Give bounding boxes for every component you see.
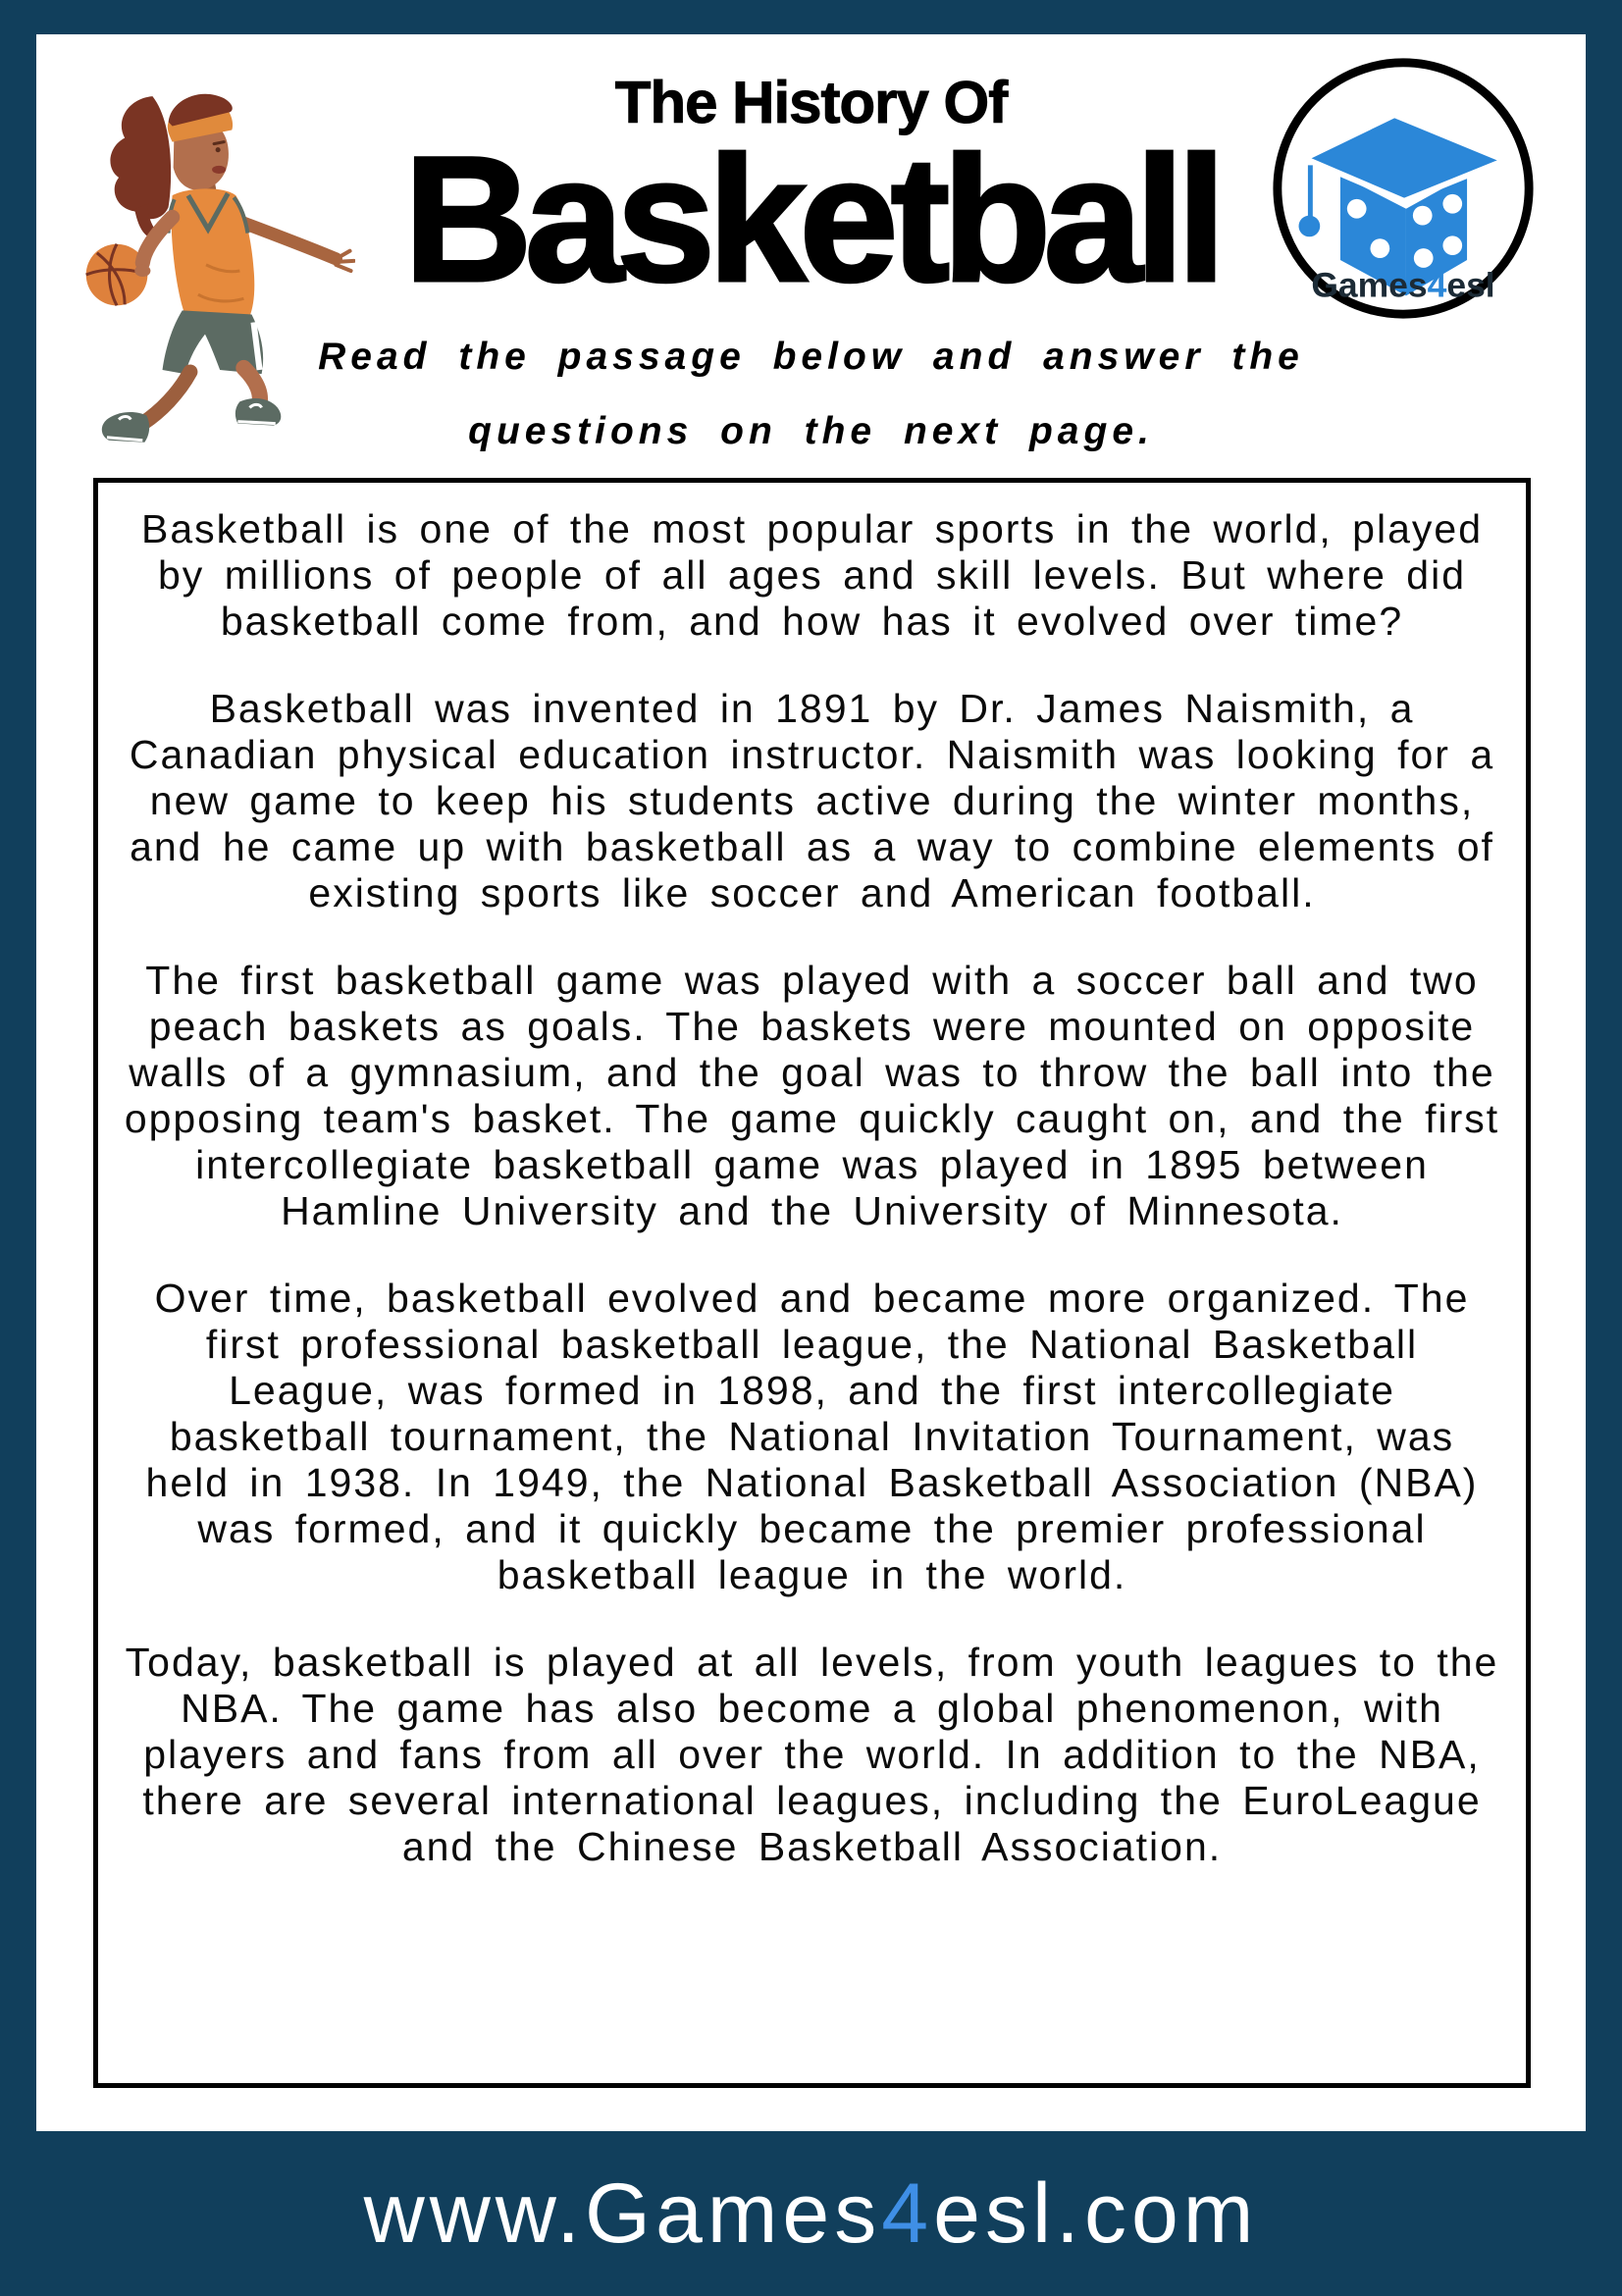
footer-band [0, 2131, 1622, 2296]
passage-paragraph-1: Basketball is one of the most popular sports in the world, played by millions of people of all ages and skill levels. But where did basketball come from, and how has it evolved over time? [140, 506, 1484, 644]
games4esl-logo [1268, 53, 1539, 326]
url-number: 4 [881, 2166, 934, 2261]
passage-paragraph-5: Today, basketball is played at all levels, from youth leagues to the NBA. The game has also become a global phenomenon, with players and fans from all over the world. In addition to the NBA, there are several international leagues, including the EuroLeague and the Chinese Basketball Association. [125, 1640, 1499, 1869]
tassel-end [1299, 216, 1321, 237]
logo-text-games: Games [1311, 265, 1428, 305]
logo-text-4: 4 [1427, 265, 1447, 305]
passage-paragraph-4: Over time, basketball evolved and became more organized. The first professional basketball league, the National Basketball League, was formed in 1898, and the first intercollegiate basketball tournament, the National Invitation Tournament, was held in 1938. In 1949, the National Basketball Association (NBA) was formed, and it quickly became the premier professional basketball league in the world. [145, 1276, 1479, 1597]
logo-wordmark [1311, 265, 1494, 304]
passage-box [93, 478, 1531, 2088]
instructions [0, 320, 1622, 469]
website-url [364, 2166, 1259, 2263]
url-prefix: www.Games [363, 2166, 882, 2261]
logo-text-esl: esl [1446, 265, 1495, 305]
instructions-line-2: questions on the next page. [468, 410, 1154, 452]
passage-paragraph-3: The first basketball game was played with a soccer ball and two peach baskets as goals. The baskets were mounted on opposite walls of a gymnasium, and the goal was to throw the ball into the opposing team's basket. The game quickly caught on, and the first intercollegiate basketball game was played in 1895 between Hamline University and the University of Minnesota. [124, 958, 1500, 1233]
url-suffix: esl.com [933, 2166, 1259, 2261]
page-title: Basketball [403, 119, 1219, 319]
pretitle: The History Of [614, 70, 1008, 135]
passage-paragraph-2: Basketball was invented in 1891 by Dr. James Naismith, a Canadian physical education instructor. Naismith was looking for a new game to keep his students active during the winter months, and he came up with basketball as a way to combine elements of existing sports like soccer and American football. [129, 686, 1495, 915]
instructions-line-1: Read the passage below and answer the [318, 336, 1304, 378]
